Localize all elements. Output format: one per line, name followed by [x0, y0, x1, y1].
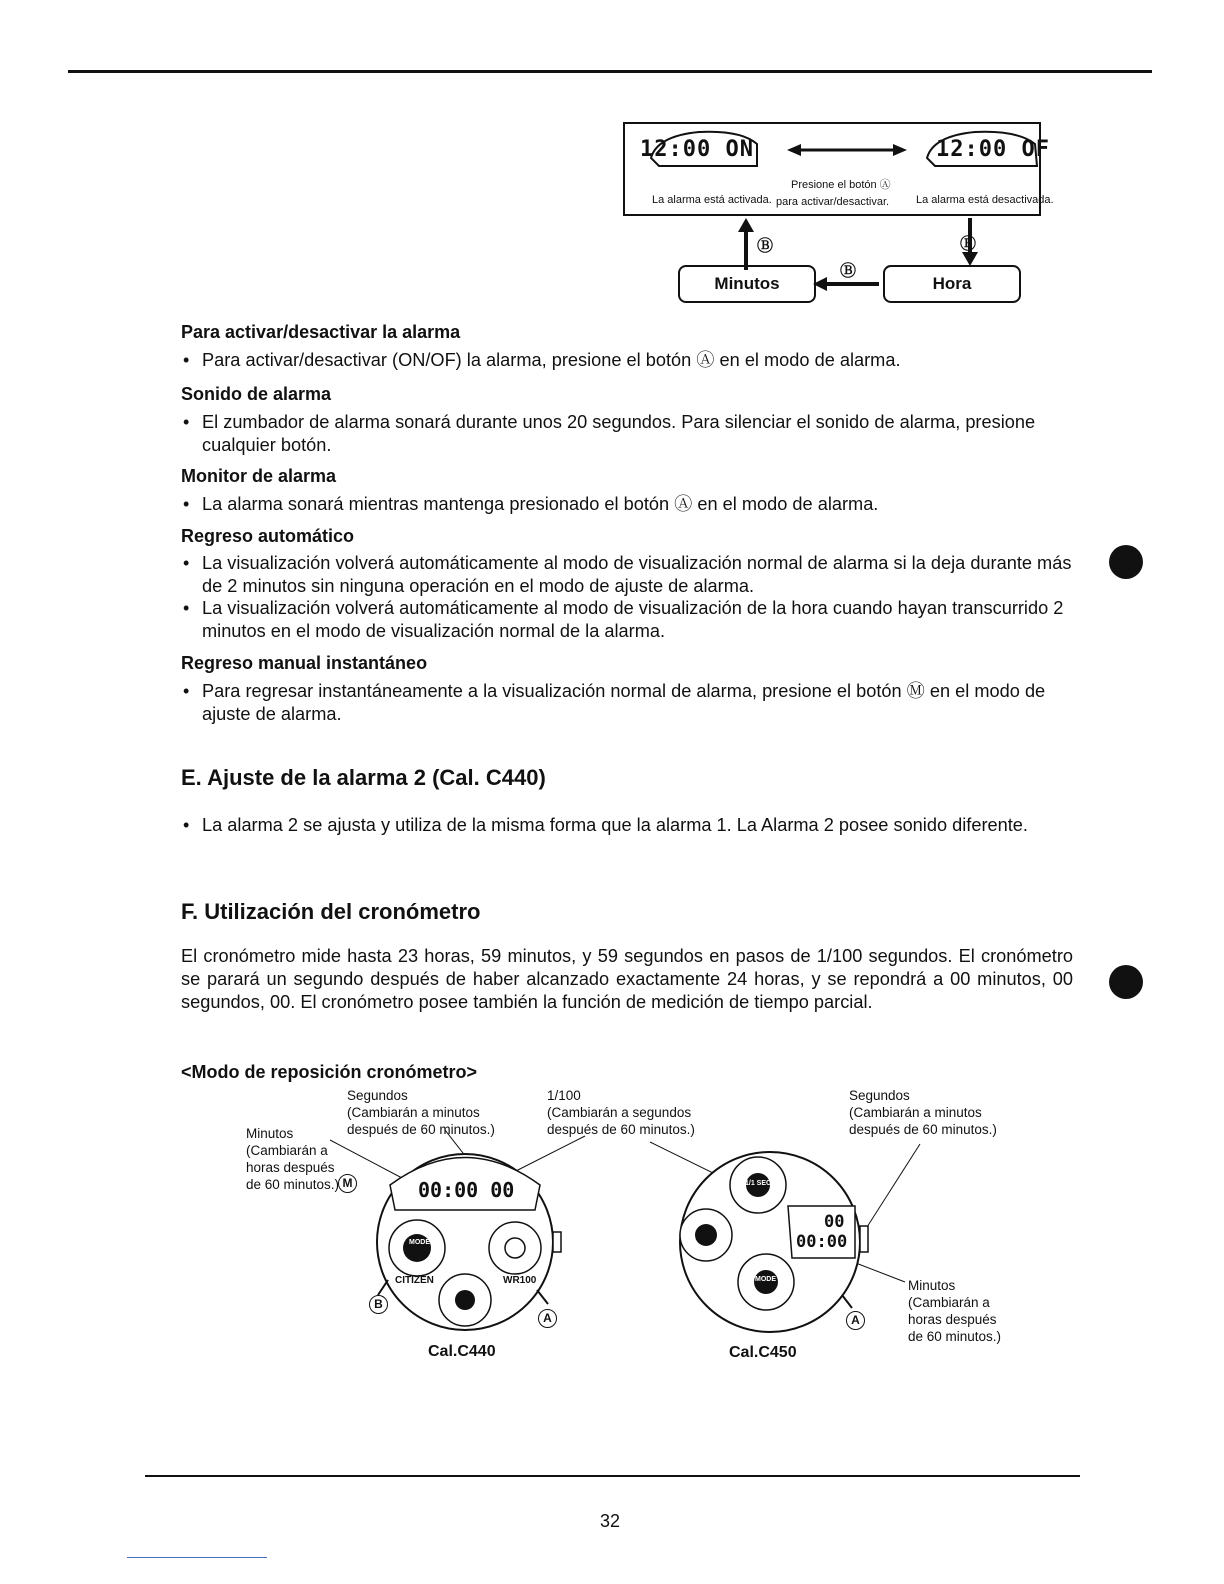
heading-activar-alarma: Para activar/desactivar la alarma [181, 322, 461, 342]
caption-segundos-1-l1: Segundos [347, 1088, 408, 1103]
caption-segundos-1-l3: después de 60 minutos.) [347, 1122, 495, 1137]
label-cal-c450: Cal.C450 [729, 1344, 797, 1361]
watch-c440-button-m-label: M [338, 1174, 357, 1193]
watch-c450-button-a-label: A [846, 1311, 865, 1330]
label-cal-c440: Cal.C440 [428, 1343, 496, 1360]
heading-sonido-alarma: Sonido de alarma [181, 384, 332, 404]
caption-segundos-2-l2: (Cambiarán a minutos [849, 1105, 982, 1120]
lcd-display-on: 12:00 ON [640, 137, 754, 162]
caption-minutos-1-l3: horas después [246, 1160, 335, 1175]
margin-marker-dot [1109, 965, 1143, 999]
bullet-icon: • [183, 350, 190, 370]
text-regreso-manual: Para regresar instantáneamente a la visualización normal de alarma, presione el botón Ⓜ en el modo de ajuste de alarma. [202, 681, 1046, 724]
leader-minutos-1 [330, 1140, 402, 1178]
watch-c450-lap-label: 1/1 SEC [745, 1180, 772, 1187]
caption-segundos-2-l1: Segundos [849, 1088, 910, 1103]
watch-c450-seconds-dial [695, 1224, 717, 1246]
heading-monitor-alarma: Monitor de alarma [181, 466, 337, 486]
top-rule [68, 70, 1152, 73]
margin-marker-dot [1109, 545, 1143, 579]
button-b-label-middle: Ⓑ [840, 263, 857, 280]
heading-section-e: E. Ajuste de la alarma 2 (Cal. C440) [181, 765, 546, 790]
text-activar-alarma: Para activar/desactivar (ON/OF) la alarma, presione el botón Ⓐ en el modo de alarma. [202, 350, 901, 370]
watch-c440-brand: CITIZEN [395, 1275, 434, 1286]
watch-c450-crown [860, 1226, 868, 1252]
watch-diagrams [330, 1130, 950, 1340]
watch-c450-mode-label: MODE [755, 1276, 776, 1283]
watch-c440-button-a-label: A [538, 1309, 557, 1328]
caption-press-line1: Presione el botón Ⓐ [791, 179, 891, 191]
text-section-e: La alarma 2 se ajusta y utiliza de la misma forma que la alarma 1. La Alarma 2 posee sonido diferente. [202, 815, 1028, 835]
down-arrow-head [962, 252, 978, 266]
caption-alarm-off: La alarma está desactivada. [916, 194, 1054, 206]
leader-segundos-2 [860, 1144, 920, 1238]
caption-minutos-2-l3: horas después [908, 1312, 997, 1327]
caption-minutos-2-l1: Minutos [908, 1278, 956, 1293]
heading-regreso-manual: Regreso manual instantáneo [181, 653, 428, 673]
caption-centesimas-l1: 1/100 [547, 1088, 581, 1103]
caption-minutos-1-l4: de 60 minutos.) [246, 1177, 340, 1192]
watch-c450-button-a [842, 1295, 852, 1308]
caption-minutos-2-l2: (Cambiarán a [908, 1295, 990, 1310]
button-b-label-down: Ⓑ [960, 236, 977, 253]
up-arrow-head [738, 218, 754, 232]
caption-segundos-1-l2: (Cambiarán a minutos [347, 1105, 480, 1120]
toggle-arrow-right-head [893, 144, 907, 156]
watch-c440-function-dial [455, 1290, 475, 1310]
watch-c440-button-a [537, 1290, 548, 1304]
text-section-f: El cronómetro mide hasta 23 horas, 59 minutos, y 59 segundos en pasos de 1/100 segundos. El cronómetro se parará un segundo después de haber alcanzado exactamente 24 horas, y se repondrá a 00 minutos, 00 segundos, 00. El cronómetro posee también la función de medición de tiempo parcial. [181, 946, 1073, 1012]
box-minutos: Minutos [678, 265, 816, 303]
caption-alarm-on: La alarma está activada. [652, 194, 772, 206]
bottom-rule [145, 1475, 1080, 1477]
bullet-icon: • [183, 494, 190, 514]
watch-c440-button-b [378, 1280, 388, 1295]
caption-centesimas-l2: (Cambiarán a segundos [547, 1105, 692, 1120]
caption-minutos-1-l1: Minutos [246, 1126, 294, 1141]
bullet-icon: • [183, 412, 190, 432]
watch-c440-button-b-label: B [369, 1295, 388, 1314]
bullet-icon: • [183, 598, 190, 618]
watch-c440-display: 00:00 00 [418, 1178, 515, 1202]
watch-c440-crown [553, 1232, 561, 1252]
watch-c440-seconds-center [505, 1238, 525, 1258]
watch-c440-wr: WR100 [503, 1275, 537, 1286]
bullet-icon: • [183, 815, 190, 835]
bullet-icon: • [183, 553, 190, 573]
leader-centesimas [510, 1136, 585, 1174]
lcd-display-off: 12:00 OF [936, 137, 1050, 162]
caption-minutos-2-l4: de 60 minutos.) [908, 1329, 1002, 1344]
bullet-icon: • [183, 681, 190, 701]
caption-minutos-1-l2: (Cambiarán a [246, 1143, 328, 1158]
text-monitor-alarma: La alarma sonará mientras mantenga presionado el botón Ⓐ en el modo de alarma. [202, 494, 879, 514]
caption-centesimas-l3: después de 60 minutos.) [547, 1122, 695, 1137]
watch-c440-mode-label: MODE [409, 1239, 430, 1246]
caption-press-line2: para activar/desactivar. [776, 196, 890, 208]
heading-regreso-automatico: Regreso automático [181, 526, 355, 546]
heading-section-f: F. Utilización del cronómetro [181, 899, 481, 924]
heading-modo-reposicion: <Modo de reposición cronómetro> [181, 1062, 478, 1082]
box-hora: Hora [883, 265, 1021, 303]
caption-segundos-2-l3: después de 60 minutos.) [849, 1122, 997, 1137]
button-b-label-up: Ⓑ [757, 238, 774, 255]
page-number: 32 [600, 1511, 621, 1531]
watch-c450-display-bottom: 00:00 [796, 1232, 848, 1252]
footer-faint-line [127, 1557, 267, 1558]
text-sonido-alarma: El zumbador de alarma sonará durante unos 20 segundos. Para silenciar el sonido de alarma, presione cualquier botón. [202, 412, 1036, 455]
text-regreso-automatico-1: La visualización volverá automáticamente al modo de visualización normal de alarma si la deja durante más de 2 minutos sin ninguna operación en el modo de ajuste de alarma. [202, 553, 1072, 596]
text-regreso-automatico-2: La visualización volverá automáticamente al modo de visualización de la hora cuando hayan transcurrido 2 minutos en el modo de visualización normal de la alarma. [202, 598, 1064, 641]
watch-c450-display-top: 00 [824, 1212, 845, 1232]
toggle-arrow-left-head [787, 144, 801, 156]
